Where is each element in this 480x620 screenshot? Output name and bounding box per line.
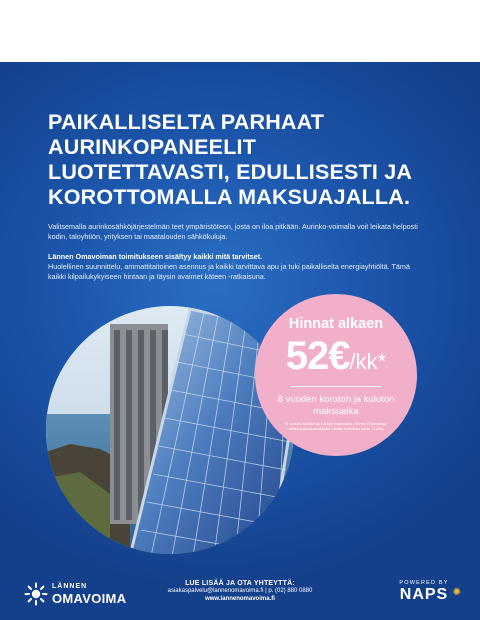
price-amount xyxy=(255,334,417,379)
price-unit: /kk* xyxy=(349,349,387,374)
partner-logo xyxy=(388,580,460,604)
price-divider xyxy=(291,386,381,387)
contact-website[interactable]: www.lannenomavoima.fi xyxy=(205,596,275,602)
star-icon: ✺ xyxy=(452,587,462,598)
advertisement xyxy=(0,62,480,620)
intro-text: Valitsemalla aurinkosähköjärjestelmän teet ympäristöteon, josta on iloa pitkään. Aurinko-voimalla voit leikata helposti kodin, taloyhtiön, yrityksen tai maatalouden sähkökuluja. xyxy=(48,222,418,241)
price-lead: Hinnat alkaen xyxy=(288,316,384,332)
partner-name-text: NAPS xyxy=(399,586,449,603)
price-fine-print: *8 vuoden koroton ja kuluton maksuaika Lännen Omavoiman sähkösopimusasiakkaille (muille todellinen korko +1,6%) xyxy=(284,422,388,431)
price-value: 52€ xyxy=(285,334,350,378)
logo-text-big: OMAVOIMA xyxy=(52,591,127,606)
package-text: Huolellinen suunnittelu, ammattitaitoinen asennus ja kaikki tarvittava apu ja tuki paikalliselta energiayhtiöltä. Tämä kaikki kilpailukykyiseen hintaan ja täysin avaimet käteen -ratkaisuna. xyxy=(48,262,410,281)
package-title: Lännen Omavoiman toimitukseen sisältyy kaikki mitä tarvitset. xyxy=(48,252,263,261)
contact-details[interactable]: asiakaspalvelu@lannenomavoima.fi | p. (02) 880 0880 xyxy=(167,588,313,594)
contact-title: LUE LISÄÄ JA OTA YHTEYTTÄ: xyxy=(185,580,295,587)
price-subtitle: 8 vuoden koroton ja kuluton maksuaika xyxy=(277,394,395,417)
logo-text-small: LÄNNEN xyxy=(52,583,88,590)
partner-label: POWERED BY xyxy=(399,580,449,586)
contact-block xyxy=(140,580,340,602)
headline: PAIKALLISELTA PARHAAT AURINKOPANEELIT LUOTETTAVASTI, EDULLISESTI JA KOROTTOMALLA MAKSUAJALLA. xyxy=(48,110,412,209)
sun-burst-icon xyxy=(24,582,48,606)
price-badge xyxy=(255,294,417,456)
partner-name xyxy=(388,586,460,604)
